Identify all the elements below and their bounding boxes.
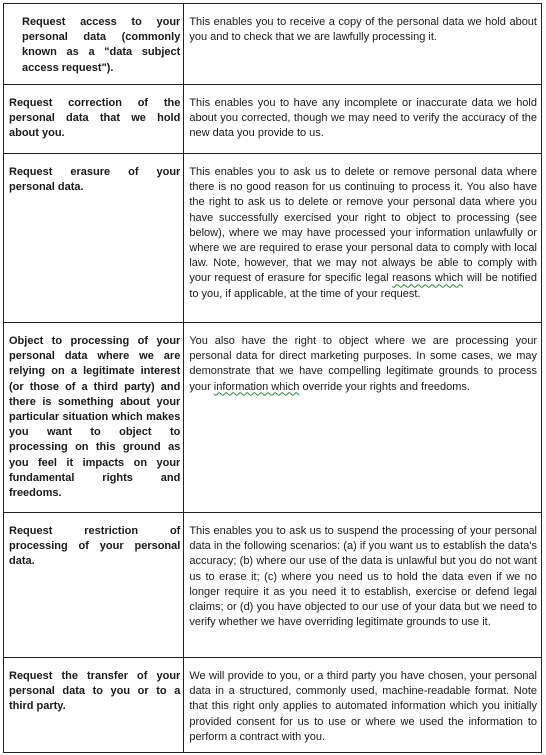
table-row-erasure (4, 154, 542, 323)
right-description-cell: This enables you to ask us to suspend the processing of your personal data in the following scenarios: (a) if you want us to establish the data's accuracy; (b) where our use of the data is unlawful but you do not want us to erase it; (c) where you need us to hold the data even if we no longer require it as you need it to establish, exercise or defend legal claims; or (d) you have objected to our use of your data but we need to verify whether we have overriding legitimate grounds to use it. (184, 513, 542, 658)
table-row-transfer (4, 658, 542, 753)
right-name-cell: Object to processing of your personal data where we are relying on a legitimate interest (or those of a third party) and there is something about your particular situation which makes you want to object to processing on this ground as you feel it impacts on your fundamental rights and freedoms. (4, 323, 184, 513)
table-row-restriction (4, 513, 542, 658)
table-row-correction (4, 85, 542, 154)
description-text: You also have the right to object where we are processing your personal data for direct marketing purposes. In some cases, we may demonstrate that we have compelling legitimate grounds to process your (189, 335, 537, 393)
right-description-cell: This enables you to receive a copy of the personal data we hold about you and to check that we are lawfully processing it. (184, 4, 542, 85)
description-text: This enables you to ask us to delete or remove personal data where there is no good reason for us continuing to process it. You also have the right to ask us to delete or remove your personal data where you have successfully exercised your right to object to processing (see below), where we may have processed your information unlawfully or where we are required to erase your personal data to comply with local law. Note, however, that we may not always be able to comply with your request of erasure for specific legal (189, 166, 537, 285)
right-description-cell: We will provide to you, or a third party you have chosen, your personal data in a structured, commonly used, machine-readable format. Note that this right only applies to automated information which you initially provided consent for us to use or where we used the information to perform a contract with you. (184, 658, 542, 753)
right-name-cell: Request access to your personal data (commonly known as a "data subject access request"). (4, 4, 184, 85)
data-rights-table (3, 3, 542, 753)
right-description-cell (184, 154, 542, 323)
spellcheck-flagged-text[interactable]: information which (213, 380, 300, 393)
table-row-access (4, 4, 542, 85)
right-description-cell: This enables you to have any incomplete or inaccurate data we hold about you corrected, though we may need to verify the accuracy of the new data you provide to us. (184, 85, 542, 154)
right-name-cell: Request correction of the personal data that we hold about you. (4, 85, 184, 154)
description-text: will be notified to you, if applicable, at the time of your request. (189, 272, 537, 300)
description-text: override your rights and freedoms. (299, 380, 470, 393)
right-description-cell (184, 323, 542, 513)
right-name-cell: Request the transfer of your personal data to you or to a third party. (4, 658, 184, 753)
right-name-cell: Request erasure of your personal data. (4, 154, 184, 323)
spellcheck-flagged-text[interactable]: reasons which (392, 272, 464, 285)
table-row-object (4, 323, 542, 513)
right-name-cell: Request restriction of processing of your personal data. (4, 513, 184, 658)
